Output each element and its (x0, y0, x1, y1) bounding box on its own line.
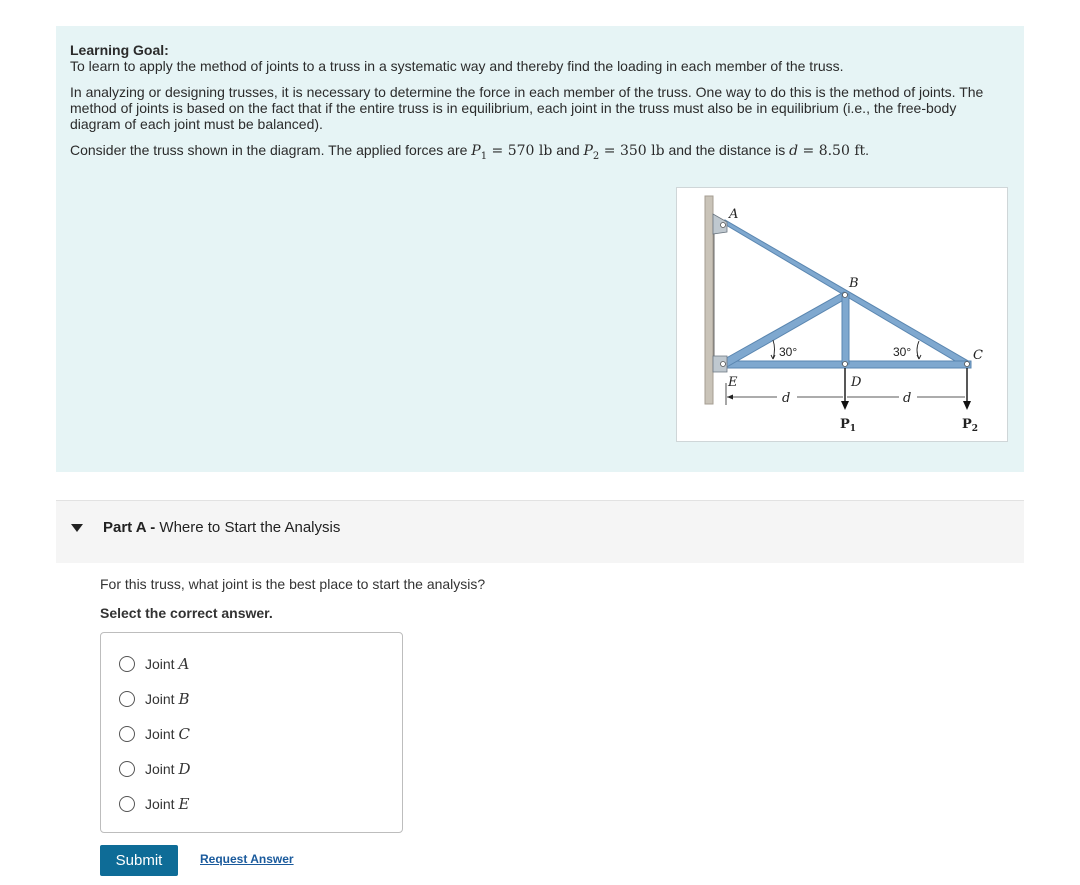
load-p2-arrowhead (963, 401, 971, 410)
pin-b (843, 293, 848, 298)
pin-a (721, 223, 726, 228)
submit-button[interactable]: Submit (100, 845, 178, 876)
angle-label-left: 30° (779, 345, 798, 359)
truss-diagram (676, 187, 1008, 442)
method-of-joints-paragraph: In analyzing or designing trusses, it is necessary to determine the force in each member of the truss. One way to do this is the method of joints. The method of joints is based on the fact that if the entire truss is in equilibrium, each joint in the truss must also be in equilibrium (i.e., the free-body diagram of each joint must be balanced). (70, 84, 984, 132)
choice-label (145, 725, 190, 743)
radio-button[interactable] (119, 761, 135, 777)
choice-prefix: Joint (145, 656, 179, 672)
joint-label-c: C (973, 348, 983, 363)
joint-label-b: B (849, 276, 859, 291)
choice-joint-e[interactable] (119, 793, 189, 815)
learning-goal-title: Learning Goal: (70, 42, 169, 58)
question-text: For this truss, what joint is the best place to start the analysis? (100, 576, 486, 592)
answer-choices (100, 632, 403, 833)
p2-subscript: 2 (592, 150, 600, 162)
load-p1-label (840, 417, 856, 434)
choice-prefix: Joint (145, 726, 179, 742)
pin-e (721, 362, 726, 367)
dim-label-right: d (903, 391, 912, 406)
choice-joint-d[interactable] (119, 758, 191, 780)
part-a-separator: - (146, 519, 160, 536)
d-symbol: d (789, 143, 799, 159)
pin-d (843, 362, 848, 367)
radio-button[interactable] (119, 656, 135, 672)
choice-label (145, 690, 190, 708)
given-values-paragraph (70, 142, 1010, 165)
load-p1-sub: 1 (849, 424, 857, 434)
choice-label (145, 760, 191, 778)
angle-label-right: 30° (893, 345, 912, 359)
period: . (865, 142, 870, 158)
part-a-header[interactable] (56, 500, 1024, 563)
choice-var: B (178, 690, 190, 708)
choice-var: C (178, 725, 190, 743)
instruction-text: Select the correct answer. (100, 605, 273, 621)
load-p1-arrowhead (841, 401, 849, 410)
distance-text: and the distance is (664, 142, 790, 158)
choice-prefix: Joint (145, 761, 179, 777)
member-bd (842, 294, 849, 364)
p1-value: 570 lb (507, 143, 553, 159)
learning-goal-panel (56, 26, 1024, 472)
request-answer-link[interactable]: Request Answer (200, 852, 294, 866)
choice-joint-c[interactable] (119, 723, 190, 745)
choice-var: A (178, 655, 190, 673)
radio-button[interactable] (119, 691, 135, 707)
learning-goal-text: To learn to apply the method of joints to a truss in a systematic way and thereby find the loading in each member of the truss. (70, 58, 844, 74)
dim-arrow-left (727, 395, 733, 400)
joint-label-d: D (851, 375, 862, 390)
angle-arrow-left (771, 355, 775, 359)
p2-equals: = (603, 143, 616, 159)
dim-label-left: d (782, 391, 791, 406)
choice-prefix: Joint (145, 796, 179, 812)
radio-button[interactable] (119, 796, 135, 812)
angle-arrow-right (917, 355, 921, 359)
p2-value: 350 lb (619, 143, 665, 159)
part-a-name: Where to Start the Analysis (159, 519, 341, 536)
d-equals: = (802, 143, 815, 159)
wall-support (705, 196, 713, 404)
part-a-prefix: Part A (103, 519, 147, 536)
load-p2-letter: P (962, 417, 972, 432)
choice-prefix: Joint (145, 691, 179, 707)
truss-svg (677, 188, 1007, 441)
collapse-caret-icon[interactable] (70, 522, 84, 534)
p1-equals: = (491, 143, 504, 159)
p2-symbol: P (583, 143, 593, 159)
load-p2-label (962, 417, 978, 434)
choice-label (145, 655, 189, 673)
radio-button[interactable] (119, 726, 135, 742)
choice-var: E (178, 795, 190, 813)
choice-joint-b[interactable] (119, 688, 190, 710)
d-value: 8.50 ft (818, 143, 866, 159)
joint-label-a: A (729, 207, 739, 222)
and-text: and (552, 142, 584, 158)
choice-var: D (178, 760, 191, 778)
choice-label (145, 795, 189, 813)
pin-c (965, 362, 970, 367)
joint-label-e: E (728, 375, 738, 390)
given-lead-text: Consider the truss shown in the diagram. The applied forces are (70, 142, 472, 158)
part-a-title (103, 519, 340, 536)
load-p1-letter: P (840, 417, 850, 432)
choice-joint-a[interactable] (119, 653, 189, 675)
load-p2-sub: 2 (971, 424, 979, 434)
p1-symbol: P (471, 143, 481, 159)
p1-subscript: 1 (480, 150, 488, 162)
